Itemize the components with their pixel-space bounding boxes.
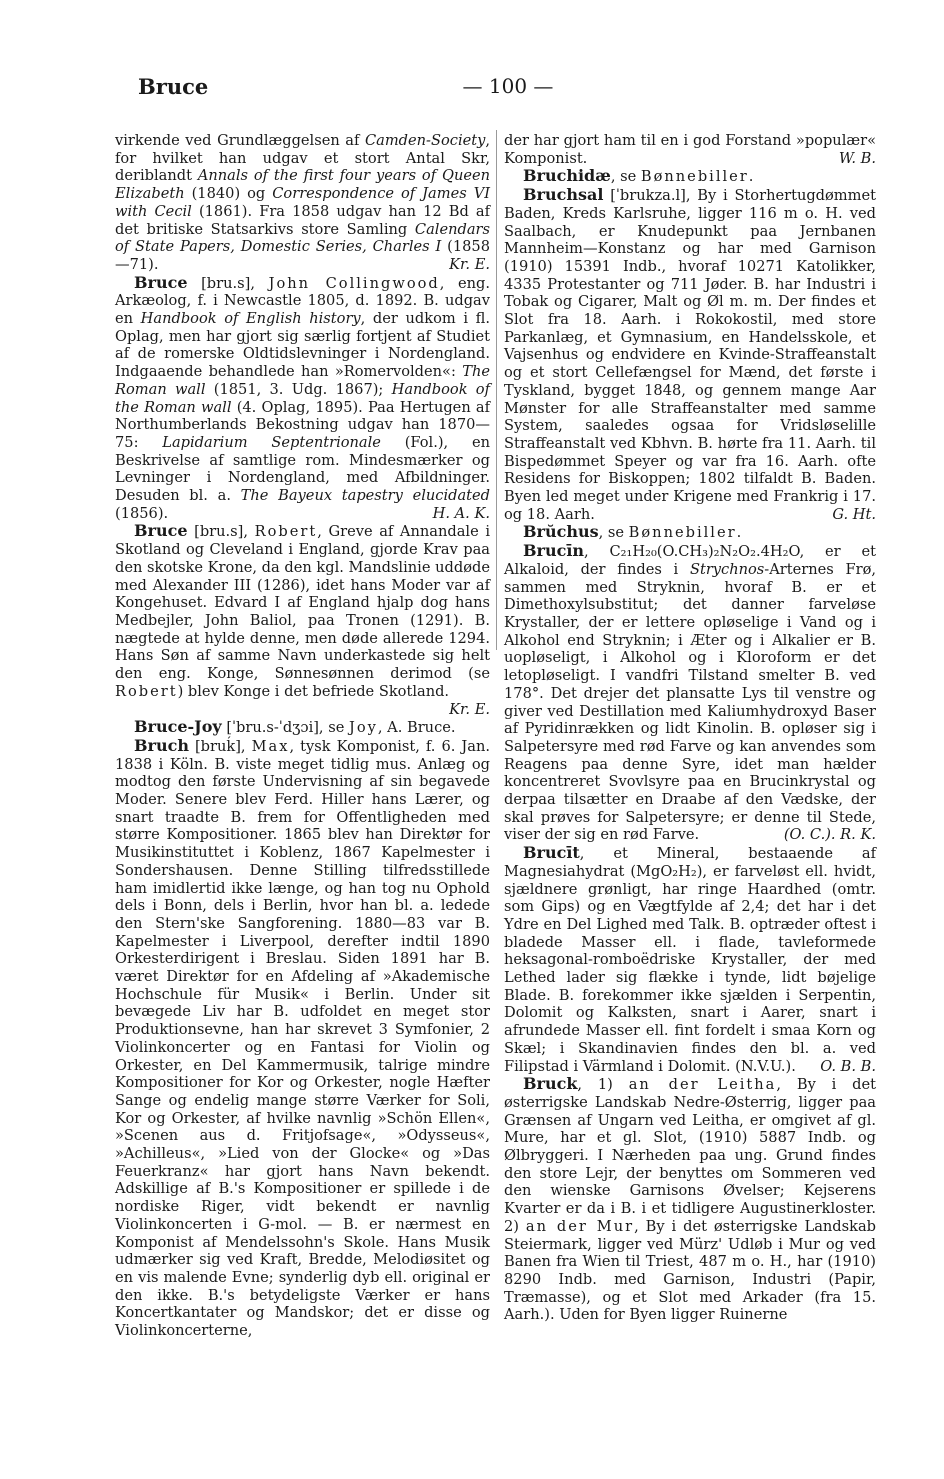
entry-text: (1851, 3. Udg. 1867); (205, 380, 392, 398)
author-signature: Kr. E. (449, 255, 490, 273)
entry-text: , eng. Arkæolog, f. i Newcastle 1805, d. 1892. B. udgav en (115, 274, 490, 328)
entry-text: , 1) (577, 1076, 629, 1094)
author-signature: G. Ht. (832, 505, 876, 523)
entry-text: [ˈbrukza.l], By i Storhertugdømmet Baden, Kreds Karlsruhe, ligger 116 m o. H. ved Saalbach, er Knudepunkt paa Jernbanen Mannheim—Konstanz og har med Garnison (1910) 15391 Indb., hvoraf 10271 Katolikker, 4335 Protestanter og 711 Jøder. B. har Industri i Tobak og Cigarer, Malt og Øl m. m. Der findes et Slot fra 18. Aarh. i Rokokostil, med store Parkanlæg, et Gymnasium, en Handelsskole, et Vajsenhus og endvidere en Kvinde-Straffeanstalt og et stort Cellefængsel for Mænd, det første i Tyskland, bygget 1848, og gennem mange Aar Mønster for alle Straffeanstalter med samme System, saaledes ogsaa for Vridsløselille Straffeanstalt ved Kbhvn. B. hørte fra 11. Aarh. til Bispedømmet Speyer og var fra 16. Aarh. ofte Residens for Biskoppen; 1802 tilfaldt B. Baden. Byen led meget under Krigene med Frankrig i 17. og 18. Aarh. (504, 187, 876, 523)
page-header (138, 74, 878, 106)
entry-text: . (748, 168, 754, 186)
entry-text: . (736, 524, 742, 542)
entry-text: [bru.s], (187, 523, 255, 541)
right-column (504, 132, 876, 1324)
spaced-name: an der Leitha (628, 1076, 777, 1094)
entry-text: , By i det østerrigske Landskab Nedre-Østerrig, ligger paa Grænsen af Ungarn ved Leitha, er omgivet af gl. Mure, har et gl. Slot, (1910) 5887 Indb. og Ølbryggeri. I Nærheden paa ung. Grund findes den store Lejr, der benyttes om Sommeren ved den wienske Garnisons Øvelser; Kejserens Kvarter er da i B. i et tidligere Augustinerkloster. 2) (504, 1076, 876, 1235)
dictionary-entry (504, 132, 876, 167)
page-number: — 100 — (462, 74, 554, 98)
spaced-name: Robert (115, 682, 178, 700)
entry-text: (4. Oplag, 1895). Paa Hertugen af Northumberlands Bekostning udgav han 1870—75: (115, 398, 490, 451)
entry-text: , Greve af Annandale i Skotland og Cleveland i England, gjorde Krav paa den skotske Krone, da den kgl. Mandslinie uddøde med Alexander III (1286), idet hans Moder var af Kongehuset. Edvard I af England hjalp dog hans Medbejler, John Baliol, paa Tronen (1291). B. nægtede at hylde denne, men døde allerede 1294. Hans Søn af samme Navn underkastede sig helt den eng. Konge, Sønnesønnen derimod (se (115, 523, 490, 683)
entry-text: (1861). Fra 1858 udgav han 12 Bd af det britiske Statsarkivs store Samling (115, 202, 490, 238)
dictionary-entry (504, 186, 876, 523)
author-signature: O. B. B. (820, 1057, 876, 1075)
entry-headword: Bruchsal (523, 185, 604, 205)
spaced-name: Bønnebiller (640, 168, 749, 186)
spaced-name: Robert (254, 523, 318, 541)
entry-text: (1856). (115, 504, 169, 522)
entry-text: , se (610, 168, 641, 186)
dictionary-entry (504, 167, 876, 186)
entry-headword: Brucīt (523, 843, 580, 863)
italic-title: The Bayeux tapestry elucidated (240, 487, 490, 505)
column-divider (496, 130, 497, 650)
entry-text: der har gjort ham til en i god Forstand »populær« Komponist. (504, 132, 876, 167)
spaced-name: an der Mur (525, 1217, 635, 1235)
entry-headword: Bruck (523, 1074, 578, 1094)
italic-title: Camden-Society (364, 132, 486, 149)
italic-title: Handbook of the Roman wall (115, 380, 490, 416)
author-signature: (O. C.). R. K. (783, 826, 876, 844)
entry-text: , A. Bruce. (377, 719, 456, 737)
entry-text: , C₂₁H₂₀(O.CH₃)₂N₂O₂.4H₂O, er et Alkaloid, der findes i (504, 543, 876, 578)
entry-text: , By i det østerrigske Landskab Steiermark, ligger ved Mürz' Udløb i Mur og ved Banen fra Wien til Triest, 487 m o. H., har (1910) 8290 Indb. med Garnison, Industri (Papir, Træmasse), og et Slot med Arkader (fra 15. Aarh.). Uden for Byen ligger Ruinerne (504, 1217, 877, 1324)
entry-headword: Bruce-Joy (134, 717, 222, 737)
entry-text: [ˈbru.s-ˈdʒɔi], se (221, 719, 349, 737)
entry-text: , for hvilket han udgav et stort Antal Skr, deriblandt (115, 132, 490, 185)
entry-text: (Fol.), en Beskrivelse af samtlige rom. Mindesmærker og Levninger i Nordengland, med Afbildninger. Desuden bl. a. (115, 433, 490, 505)
left-column (115, 132, 490, 1340)
entry-text: [bruḱ], (188, 737, 252, 755)
dictionary-entry (504, 523, 876, 542)
dictionary-entry (504, 844, 876, 1075)
running-headword: Bruce (138, 74, 209, 99)
italic-title: The Roman wall (115, 363, 490, 398)
entry-text: virkende ved Grundlæggelsen af (115, 132, 365, 149)
entry-headword: Brŭchus (523, 522, 599, 542)
italic-title: Correspondence of James VI with Cecil (115, 185, 490, 220)
spaced-name: John Collingwood (268, 274, 440, 292)
entry-headword: Bruce (134, 272, 188, 292)
italic-title: Strychnos (689, 560, 765, 578)
italic-title: Annals of the first four years of Queen Elizabeth (115, 167, 491, 203)
entry-text: , der udkom i fl. Oplag, men har gjort sig særlig fortjent af Studiet af de romerske Oldtidslevninger i Nordengland. Indgaaende behandlede han »Romervolden«: (115, 310, 490, 381)
entry-headword: Bruchidæ (523, 166, 611, 186)
entry-text: , se (598, 524, 629, 542)
entry-text: [bru.s], (187, 274, 269, 292)
author-signature: H. A. K. (432, 504, 490, 522)
dictionary-entry (504, 1075, 876, 1324)
entry-text: , tysk Komponist, f. 6. Jan. 1838 i Köln. B. viste meget tidlig mus. Anlæg og modtog den første Undervisning af sin begavede Moder. Senere blev Ferd. Hiller hans Lærer, og snart traadte B. frem for Offentligheden med større Kompositioner. 1865 blev han Direktør for Musikinstituttet i Koblenz, 1867 Kapelmester i Sondershausen. Denne Stilling tilfredsstillede ham imidlertid ikke længe, og han tog nu Ophold dels i Bonn, dels i Berlin, hvor han bl. a. ledede den Stern'ske Sangforening. 1880—83 var B. Kapelmester i Liverpool, derefter indtil 1890 Orkesterdirigent i Breslau. Siden 1891 har B. været Direktør for en Afdeling af »Akademische Hochschule für Musik« i Berlin. Under sit bevægede Liv har B. udfoldet en meget stor Produktionsevne, han har skrevet 3 Symfonier, 2 Violinkoncerter og en Fantasi for Violin og Orkester, en Del Kammermusik, talrige mindre Kompositioner for Kor og Orkester, nogle Hæfter Sange og endelig mange større Værker for Soli, Kor og Orkester, af hvilke navnlig »Schön Ellen«, »Scenen aus d. Fritjofsage«, »Odysseus«, »Achilleus«, »Lied von der Glocke« og »Das Feuerkranz« har gjort hans Navn bekendt. Adskillige af B.'s Kompositioner er spillede i de nordiske Riger, vidt bekendt er navnlig Violinkoncerten i G-mol. — B. er nærmest en Komponist af Mendelssohn's Skole. Hans Musik udmærker sig ved Kraft, Bredde, Melodiøsitet og en vis malende Evne; synderlig dyb ell. original er den ikke. B.'s betydeligste Værker er hans Koncertkantater og Mandskor; det er disse og Violinkoncerterne, (115, 737, 490, 1340)
dictionary-entry (504, 542, 876, 844)
entry-text: -Arternes Frø, sammen med Stryknin, hvoraf B. er et Dimethoxylsubstitut; det danner farveløse Krystaller, der er lettere opløselige i Vand og i Alkohol end Stryknin; i Æter og i Alkalier er B. uopløseligt, i Alkohol og i Kloroform er det letopløseligt. I vandfri Tilstand smelter B. ved 178°. Det drejer det plansatte Lys til venstre og giver ved Destillation med Kaliumhydroxyd Baser af Pyridinrækken og lidt Kinolin. B. opløser sig i Salpetersyre med rød Farve og kan anvendes som Reagens paa denne Syre, idet man hælder koncentreret Svovlsyre paa en Brucinkrystal og derpaa tilsætter en Draabe af den Vædske, der skal prøves for Salpetersyre; er denne til Stede, viser der sig en rød Farve. (504, 560, 876, 844)
entry-headword: Brucīn (523, 541, 585, 561)
italic-title: Calendars of State Papers, Domestic Series, Charles I (115, 220, 490, 256)
entry-text: , et Mineral, bestaaende af Magnesiahydrat (MgO₂H₂), er farveløst ell. hvidt, sjældnere grønligt, har ringe Haardhed (omtr. som Gips) og en Vægtfylde af 2,4; det har i det Ydre en Del Lighed med Talk. B. optræder oftest i bladede Masser ell. i flade, tavleformede heksagonal-romboëdriske Krystaller, der med Lethed lader sig flække i tynde, lidt bøjelige Blade. B. forekommer ikke sjælden i Serpentin, Dolomit og Kalksten, snart i Aarer, snart i afrundede Masser ell. fint fordelt i smaa Korn og Skæl; i Skandinavien findes den bl. a. ved Filipstad i Värmland i Dolomit. (N.V.U.). (504, 845, 876, 1075)
dictionary-entry (115, 274, 490, 523)
entry-text: ) blev Konge i det befriede Skotland. (177, 682, 450, 700)
spaced-name: Max (251, 737, 290, 755)
entry-text: (1858—71). (115, 238, 490, 273)
dictionary-entry (115, 718, 490, 737)
entry-headword: Bruce (134, 521, 188, 541)
entry-headword: Bruch (134, 735, 189, 755)
dictionary-entry (115, 737, 490, 1340)
spaced-name: Joy (348, 719, 378, 737)
dictionary-entry (115, 522, 490, 718)
italic-title: Handbook of English history (140, 310, 361, 328)
author-signature: Kr. E. (449, 700, 490, 718)
dictionary-entry (115, 132, 490, 274)
italic-title: Lapidarium Septentrionale (162, 433, 381, 451)
author-signature: W. B. (838, 149, 876, 167)
spaced-name: Bønnebiller (628, 524, 737, 542)
entry-text: (1840) og (184, 185, 273, 203)
